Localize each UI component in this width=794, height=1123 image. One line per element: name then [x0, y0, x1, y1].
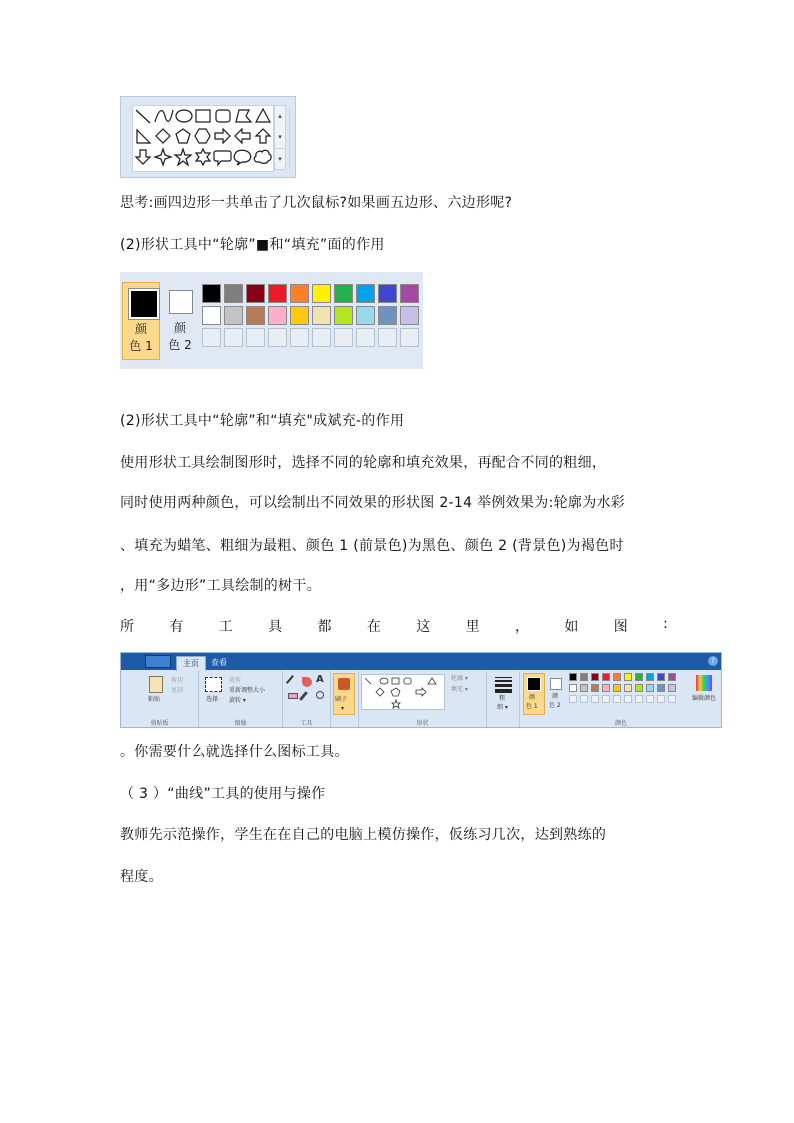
- color-swatch[interactable]: [378, 306, 397, 325]
- arrow-mini-icon[interactable]: [416, 688, 426, 696]
- gallery-edge: [289, 107, 298, 169]
- tools-here-char: 如: [564, 619, 579, 635]
- color1-button[interactable]: [122, 282, 160, 360]
- oval-shape-icon[interactable]: [176, 110, 192, 122]
- line-width-icon[interactable]: [495, 677, 512, 690]
- ribbon-custom-color-slot[interactable]: [668, 695, 676, 703]
- ribbon-custom-color-slot[interactable]: [580, 695, 588, 703]
- ribbon-color-swatch[interactable]: [580, 684, 588, 692]
- tools-here-char: 里: [465, 619, 480, 635]
- paste-icon[interactable]: [149, 676, 163, 693]
- color-swatch[interactable]: [202, 284, 221, 303]
- tab-view[interactable]: 查看: [211, 658, 227, 667]
- text-tool-icon[interactable]: A: [316, 674, 324, 685]
- ribbon-color-swatch[interactable]: [624, 673, 632, 681]
- five-point-star-shape-icon[interactable]: [175, 149, 191, 165]
- shapes-gallery-grid: [132, 105, 274, 172]
- ribbon-color-grid: [569, 673, 689, 705]
- triangle-mini-icon[interactable]: [428, 678, 436, 684]
- color-swatch[interactable]: [356, 284, 375, 303]
- tools-here-char: 都: [317, 619, 332, 635]
- body-line-3: 、填充为蜡笔、粗细为最粗、颜色 1 (前景色)为黑色、颜色 2 (背景色)为褐色时: [120, 538, 624, 554]
- clipboard-group: [121, 671, 199, 728]
- color-swatch[interactable]: [268, 284, 287, 303]
- right-triangle-shape-icon[interactable]: [137, 130, 150, 143]
- ribbon-custom-color-slot[interactable]: [657, 695, 665, 703]
- color-swatch[interactable]: [290, 306, 309, 325]
- tools-here-char: 具: [268, 619, 283, 635]
- color1-swatch: [129, 289, 159, 319]
- color-swatch[interactable]: [246, 284, 265, 303]
- eraser-icon[interactable]: [288, 693, 298, 699]
- color-swatch[interactable]: [356, 306, 375, 325]
- tools-here-char: 有: [169, 619, 184, 635]
- colors-group-label: 颜色: [614, 720, 627, 727]
- shapes-scrollbar[interactable]: [274, 105, 286, 170]
- ribbon-color-swatch[interactable]: [657, 684, 665, 692]
- tools-here-char: :: [663, 616, 668, 632]
- tools-group-label: 工具: [300, 720, 313, 727]
- gallery-expand-icon[interactable]: ▾: [275, 148, 285, 170]
- heading-outline-fill-1: (2)形状工具中“轮廓”■和“填充”面的作用: [120, 237, 385, 253]
- tab-home[interactable]: 主页: [176, 656, 206, 671]
- color-swatch[interactable]: [400, 306, 419, 325]
- edit-colors-label[interactable]: 编辑颜色: [692, 695, 717, 702]
- brush-icon: [338, 678, 350, 690]
- ribbon-color1-label-a: 颜: [529, 694, 536, 701]
- ribbon-custom-color-slot[interactable]: [635, 695, 643, 703]
- color-palette-panel: [120, 272, 423, 369]
- body-line-2: 同时使用两种颜色，可以绘制出不同效果的形状图 2-14 举例效果为:轮廓为水彩: [120, 495, 626, 511]
- ribbon-color-swatch[interactable]: [613, 684, 621, 692]
- shapes-gallery: [120, 96, 296, 178]
- heading-outline-fill-2: (2)形状工具中“轮廓”和“填充"成斌充-的作用: [120, 413, 405, 429]
- resize-button[interactable]: 重新调整大小: [229, 687, 266, 694]
- left-arrow-shape-icon[interactable]: [235, 129, 250, 143]
- ribbon-color-swatch[interactable]: [668, 684, 676, 692]
- up-arrow-shape-icon[interactable]: [256, 129, 270, 143]
- scroll-down-icon[interactable]: ▾: [278, 133, 282, 141]
- color-swatch[interactable]: [202, 306, 221, 325]
- color-swatch[interactable]: [378, 284, 397, 303]
- tools-here-char: 工: [218, 619, 233, 635]
- teacher-line-1: 教师先示范操作，学生在在自己的电脑上模仿操作，仮练习几次，达到熟练的: [120, 827, 607, 843]
- cloud-callout-shape-icon[interactable]: [254, 150, 271, 163]
- ribbon-color-swatch[interactable]: [602, 673, 610, 681]
- ribbon-color2-button[interactable]: [547, 673, 567, 715]
- ribbon-color-swatch[interactable]: [569, 684, 577, 692]
- fill-bucket-icon[interactable]: [302, 677, 312, 687]
- color1-label-b: 色 1: [129, 339, 153, 353]
- shapes-group: [359, 671, 487, 728]
- paste-label[interactable]: 粘贴: [148, 696, 161, 703]
- magnifier-icon[interactable]: [316, 691, 324, 699]
- body-line-4: ，用“多边形”工具绘制的树干。: [120, 578, 322, 594]
- triangle-shape-icon[interactable]: [256, 109, 270, 122]
- ribbon-color-swatch[interactable]: [624, 684, 632, 692]
- custom-color-slot[interactable]: [202, 328, 221, 347]
- brushes-dropdown-icon: ▾: [341, 705, 345, 712]
- teacher-line-2: 程度。: [120, 869, 163, 885]
- paint-ribbon: [120, 652, 722, 728]
- down-arrow-shape-icon[interactable]: [136, 150, 150, 164]
- diamond-mini-icon[interactable]: [376, 688, 384, 696]
- ribbon-color-swatch[interactable]: [580, 673, 588, 681]
- ribbon-color-swatch[interactable]: [591, 684, 599, 692]
- oval-mini-icon[interactable]: [380, 678, 388, 684]
- four-point-star-shape-icon[interactable]: [155, 149, 171, 165]
- rounded-callout-shape-icon[interactable]: [214, 151, 231, 165]
- choose-tool-line: 。你需要什么就选择什么图标工具。: [120, 744, 349, 760]
- ribbon-color1-button[interactable]: [523, 673, 545, 715]
- tools-here-char: ，: [515, 619, 529, 635]
- ribbon-color-swatch[interactable]: [635, 673, 643, 681]
- ribbon-tab-bar: [121, 653, 721, 670]
- right-arrow-shape-icon[interactable]: [215, 129, 230, 143]
- ribbon-color-swatch[interactable]: [657, 673, 665, 681]
- color-swatch[interactable]: [224, 284, 243, 303]
- brushes-label: 刷子: [335, 696, 348, 703]
- custom-color-slot[interactable]: [356, 328, 375, 347]
- crop-button[interactable]: 裁剪: [229, 677, 242, 684]
- rounded-rectangle-shape-icon[interactable]: [216, 110, 230, 122]
- ribbon-color-swatch[interactable]: [591, 673, 599, 681]
- scroll-up-icon[interactable]: ▴: [278, 112, 282, 120]
- heading-curve-tool: （ 3 ）“曲线”工具的使用与操作: [120, 786, 326, 802]
- rounded-rectangle-mini-icon[interactable]: [404, 678, 411, 684]
- custom-color-slot[interactable]: [312, 328, 331, 347]
- color1-label-a: 颜: [134, 322, 147, 336]
- ribbon-color-swatch[interactable]: [646, 684, 654, 692]
- polygon-shape-icon[interactable]: [236, 110, 251, 122]
- colors-group: [520, 671, 722, 728]
- oval-callout-shape-icon[interactable]: [234, 150, 251, 165]
- custom-color-slot[interactable]: [224, 328, 243, 347]
- color-swatch[interactable]: [400, 284, 419, 303]
- size-label-a[interactable]: 粗: [499, 695, 506, 702]
- color-swatch[interactable]: [334, 306, 353, 325]
- body-line-1: 使用形状工具绘制图形时，选择不同的轮廓和填充效果，再配合不同的粗细，: [120, 455, 607, 471]
- hexagon-shape-icon[interactable]: [195, 129, 210, 143]
- shapes-group-label: 形状: [416, 720, 429, 727]
- color-swatch[interactable]: [312, 284, 331, 303]
- image-group-label: 图像: [234, 720, 247, 727]
- ribbon-color2-label-a: 颜: [552, 693, 559, 700]
- color-swatch[interactable]: [268, 306, 287, 325]
- tools-here-line: [120, 616, 668, 636]
- pencil-icon[interactable]: [286, 675, 300, 689]
- ribbon-color-swatch[interactable]: [635, 684, 643, 692]
- line-shape-icon[interactable]: [136, 110, 150, 123]
- rotate-button[interactable]: 旋转 ▾: [229, 697, 246, 704]
- custom-color-slot[interactable]: [400, 328, 419, 347]
- fill-dropdown[interactable]: 填充 ▾: [451, 686, 468, 693]
- paint-menu-button[interactable]: [145, 655, 171, 668]
- star-mini-icon[interactable]: [392, 700, 400, 708]
- edit-colors-icon[interactable]: [696, 675, 712, 691]
- image-group: [199, 671, 283, 728]
- select-label[interactable]: 选择: [206, 696, 219, 703]
- ribbon-color1-swatch: [527, 677, 541, 691]
- ribbon-color-swatch[interactable]: [602, 684, 610, 692]
- ribbon-color1-label-b: 色 1: [526, 703, 538, 710]
- ribbon-custom-color-slot[interactable]: [602, 695, 610, 703]
- ribbon-color-swatch[interactable]: [646, 673, 654, 681]
- six-point-star-shape-icon[interactable]: [196, 149, 210, 165]
- brushes-group: [331, 671, 359, 728]
- outline-dropdown[interactable]: 轮廓 ▾: [451, 675, 468, 682]
- ribbon-shapes-gallery[interactable]: [361, 674, 445, 710]
- ribbon-custom-color-slot[interactable]: [624, 695, 632, 703]
- color-picker-icon[interactable]: [299, 691, 308, 701]
- pentagon-mini-icon[interactable]: [391, 688, 400, 696]
- ribbon-color-swatch[interactable]: [613, 673, 621, 681]
- curve-shape-icon[interactable]: [155, 110, 173, 122]
- ribbon-custom-color-slot[interactable]: [646, 695, 654, 703]
- select-icon[interactable]: [205, 677, 222, 692]
- tools-here-char: 这: [416, 619, 431, 635]
- color2-label-b: 色 2: [168, 338, 192, 352]
- ribbon-color-swatch[interactable]: [668, 673, 676, 681]
- size-label-b[interactable]: 细 ▾: [497, 704, 508, 711]
- ribbon-custom-color-slot[interactable]: [591, 695, 599, 703]
- line-mini-icon[interactable]: [365, 678, 371, 684]
- ribbon-color2-label-b: 色 2: [549, 702, 561, 709]
- color-swatch[interactable]: [224, 306, 243, 325]
- color-swatch[interactable]: [246, 306, 265, 325]
- ribbon-color2-swatch: [550, 678, 562, 690]
- custom-color-slot[interactable]: [378, 328, 397, 347]
- color-swatch[interactable]: [290, 284, 309, 303]
- tools-here-char: 所: [120, 619, 134, 635]
- tools-group: [283, 671, 331, 728]
- brushes-button[interactable]: [333, 673, 355, 715]
- ribbon-color-swatch[interactable]: [569, 673, 577, 681]
- color-swatch[interactable]: [312, 306, 331, 325]
- tools-here-char: 图: [613, 619, 628, 635]
- ribbon-custom-color-slot[interactable]: [613, 695, 621, 703]
- pentagon-shape-icon[interactable]: [176, 129, 190, 143]
- copy-button[interactable]: 复制: [171, 687, 184, 694]
- custom-color-slot[interactable]: [290, 328, 309, 347]
- cut-button[interactable]: 剪切: [171, 677, 184, 684]
- custom-color-slot[interactable]: [268, 328, 287, 347]
- color2-button[interactable]: [162, 282, 198, 360]
- think-question: 思考:画四边形一共单击了几次鼠标?如果画五边形、六边形呢?: [120, 195, 513, 211]
- color2-swatch: [169, 290, 193, 314]
- tools-here-char: 在: [366, 619, 381, 635]
- color-swatch[interactable]: [334, 284, 353, 303]
- clipboard-group-label: 剪贴板: [150, 720, 169, 727]
- rectangle-shape-icon[interactable]: [196, 110, 210, 122]
- rectangle-mini-icon[interactable]: [392, 678, 399, 684]
- ribbon-custom-color-slot[interactable]: [569, 695, 577, 703]
- custom-color-slot[interactable]: [334, 328, 353, 347]
- color2-label-a: 颜: [173, 321, 186, 335]
- custom-color-slot[interactable]: [246, 328, 265, 347]
- size-group: [487, 671, 520, 728]
- diamond-shape-icon[interactable]: [156, 129, 170, 143]
- help-icon[interactable]: ?: [708, 656, 718, 666]
